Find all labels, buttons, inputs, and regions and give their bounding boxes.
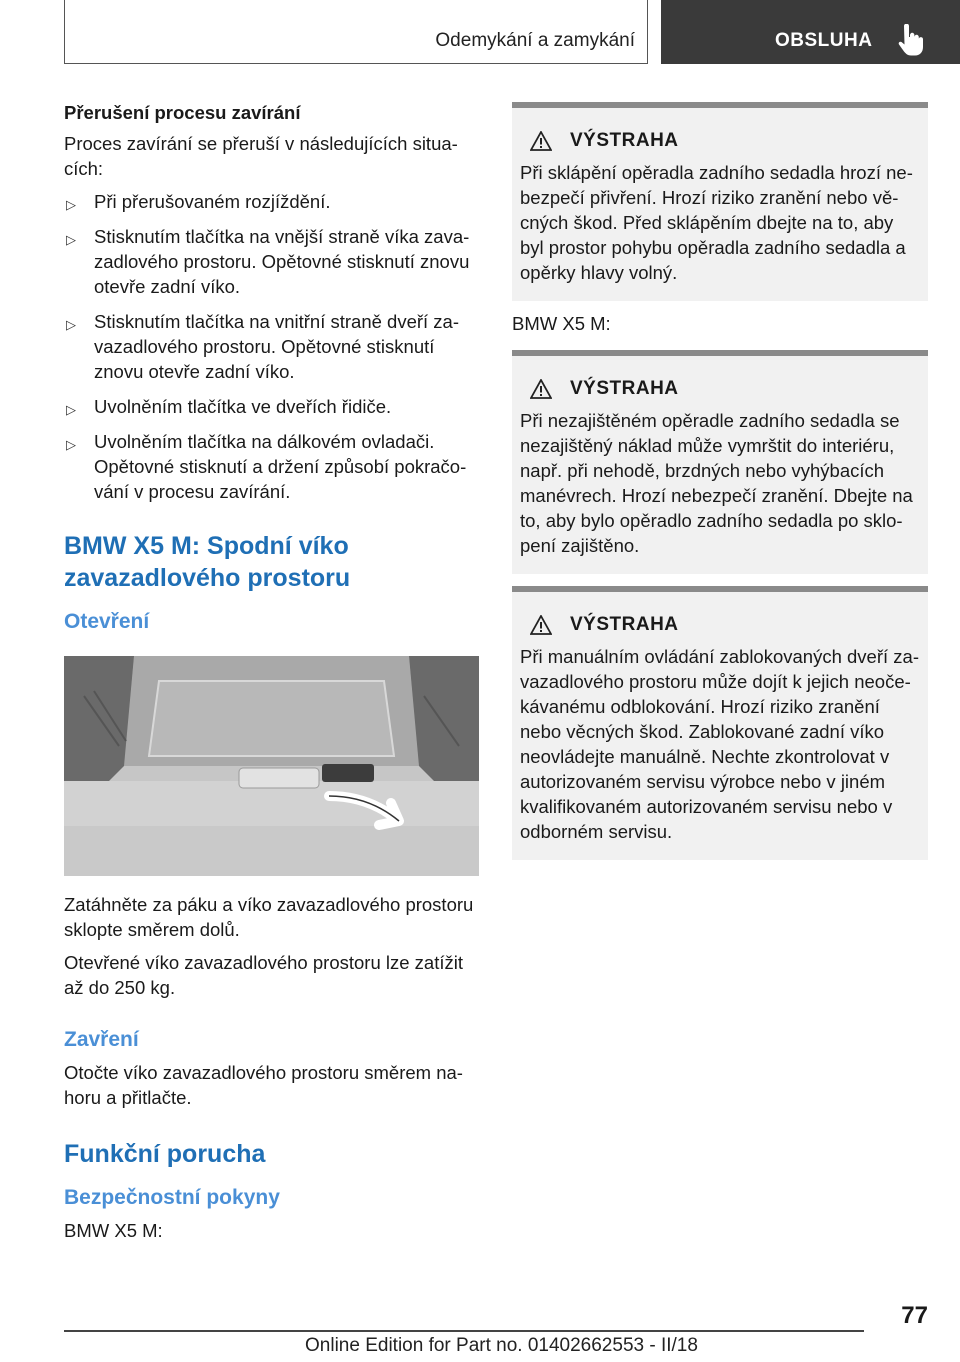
triangle-bullet-icon: ▷ bbox=[66, 232, 76, 247]
pointing-hand-icon bbox=[895, 24, 925, 56]
trunk-lid-illustration bbox=[64, 656, 479, 876]
list-item: ▷ Při přerušovaném rozjíždění. bbox=[64, 189, 479, 214]
header-chapter-box bbox=[661, 0, 960, 64]
malfunction-heading: Funkční porucha bbox=[64, 1140, 266, 1168]
warning-title: VÝSTRAHA bbox=[570, 130, 679, 151]
header-section-box bbox=[64, 0, 648, 64]
page-number: 77 bbox=[901, 1302, 928, 1329]
header-chapter-title: OBSLUHA bbox=[775, 30, 873, 51]
safety-heading: Bezpečnostní pokyny bbox=[64, 1186, 280, 1209]
list-item: ▷ Stisknutím tlačítka na vnitřní straně dveří za-vazadlového prostoru. Opětovné stisknutí znovu otevře zadní víko. bbox=[66, 311, 460, 382]
warning-title: VÝSTRAHA bbox=[570, 614, 679, 635]
interrupt-list bbox=[64, 189, 479, 504]
open-text-1: Zatáhněte za páku a víko zavazadlového prostoru sklopte směrem dolů. bbox=[64, 894, 474, 940]
warning-title: VÝSTRAHA bbox=[570, 378, 679, 399]
warning-triangle-icon bbox=[530, 379, 552, 399]
model-note-right: BMW X5 M: bbox=[512, 313, 611, 334]
warning-triangle-icon bbox=[530, 131, 552, 151]
warning-triangle-icon bbox=[530, 615, 552, 635]
warning-box bbox=[512, 586, 928, 860]
warning-box bbox=[512, 102, 928, 301]
triangle-bullet-icon: ▷ bbox=[66, 197, 76, 212]
lower-lid-heading: BMW X5 M: Spodní víko zavazadlového prostoru bbox=[64, 532, 351, 592]
list-item: ▷ Stisknutím tlačítka na vnější straně víka zava-zadlového prostoru. Opětovné stisknutí znovu otevře zadní víko. bbox=[66, 226, 470, 297]
triangle-bullet-icon: ▷ bbox=[66, 317, 76, 332]
warning-box bbox=[512, 350, 928, 574]
list-item: ▷ Uvolněním tlačítka na dálkovém ovladači. Opětovné stisknutí a držení způsobí pokračo-vání v procesu zavírání. bbox=[66, 431, 467, 502]
header-section-title: Odemykání a zamykání bbox=[435, 30, 635, 51]
close-heading: Zavření bbox=[64, 1028, 139, 1051]
footer-edition: Online Edition for Part no. 01402662553 - II/18 bbox=[305, 1335, 698, 1356]
triangle-bullet-icon: ▷ bbox=[66, 437, 76, 452]
open-heading: Otevření bbox=[64, 610, 150, 633]
interrupt-heading: Přerušení procesu zavírání bbox=[64, 102, 301, 123]
warning-text: Při sklápění opěradla zadního sedadla hrozí ne-bezpečí přivření. Hrozí riziko zranění nebo vě-cných škod. Před sklápěním dbejte na to, aby byl prostor pohybu opěradla zadního sedadla a opěrky hlavy volný. bbox=[520, 162, 913, 283]
footer-divider bbox=[64, 1330, 864, 1332]
triangle-bullet-icon: ▷ bbox=[66, 402, 76, 417]
open-text-2: Otevřené víko zavazadlového prostoru lze zatížit až do 250 kg. bbox=[64, 952, 463, 998]
model-note-left: BMW X5 M: bbox=[64, 1220, 163, 1241]
right-column bbox=[512, 102, 928, 860]
left-column bbox=[64, 100, 479, 1243]
interrupt-intro: Proces zavírání se přeruší v následujících situa-cích: bbox=[64, 133, 458, 179]
close-text: Otočte víko zavazadlového prostoru směrem na-horu a přitlačte. bbox=[64, 1062, 463, 1108]
list-item: ▷ Uvolněním tlačítka ve dveřích řidiče. bbox=[64, 394, 479, 419]
warning-text: Při manuálním ovládání zablokovaných dveří za-vazadlového prostoru může dojít k jejich neoče-kávanému odblokování. Hrozí riziko zranění nebo věcných škod. Zablokované zadní víko neovládejte manuálně. Nechte zkontrolovat v autorizovaném servisu výrobce nebo v jiném kvalifikovaném autorizovaném servisu nebo v odborném servisu. bbox=[520, 646, 919, 842]
warning-text: Při nezajištěném opěradle zadního sedadla se nezajištěný náklad může vymrštit do interiéru, např. při nehodě, brzdných nebo vyhýbacích manévrech. Hrozí nebezpečí zranění. Dbejte na to, aby bylo opěradlo zadního sedadla po sklo-pení zajištěno. bbox=[520, 410, 913, 556]
